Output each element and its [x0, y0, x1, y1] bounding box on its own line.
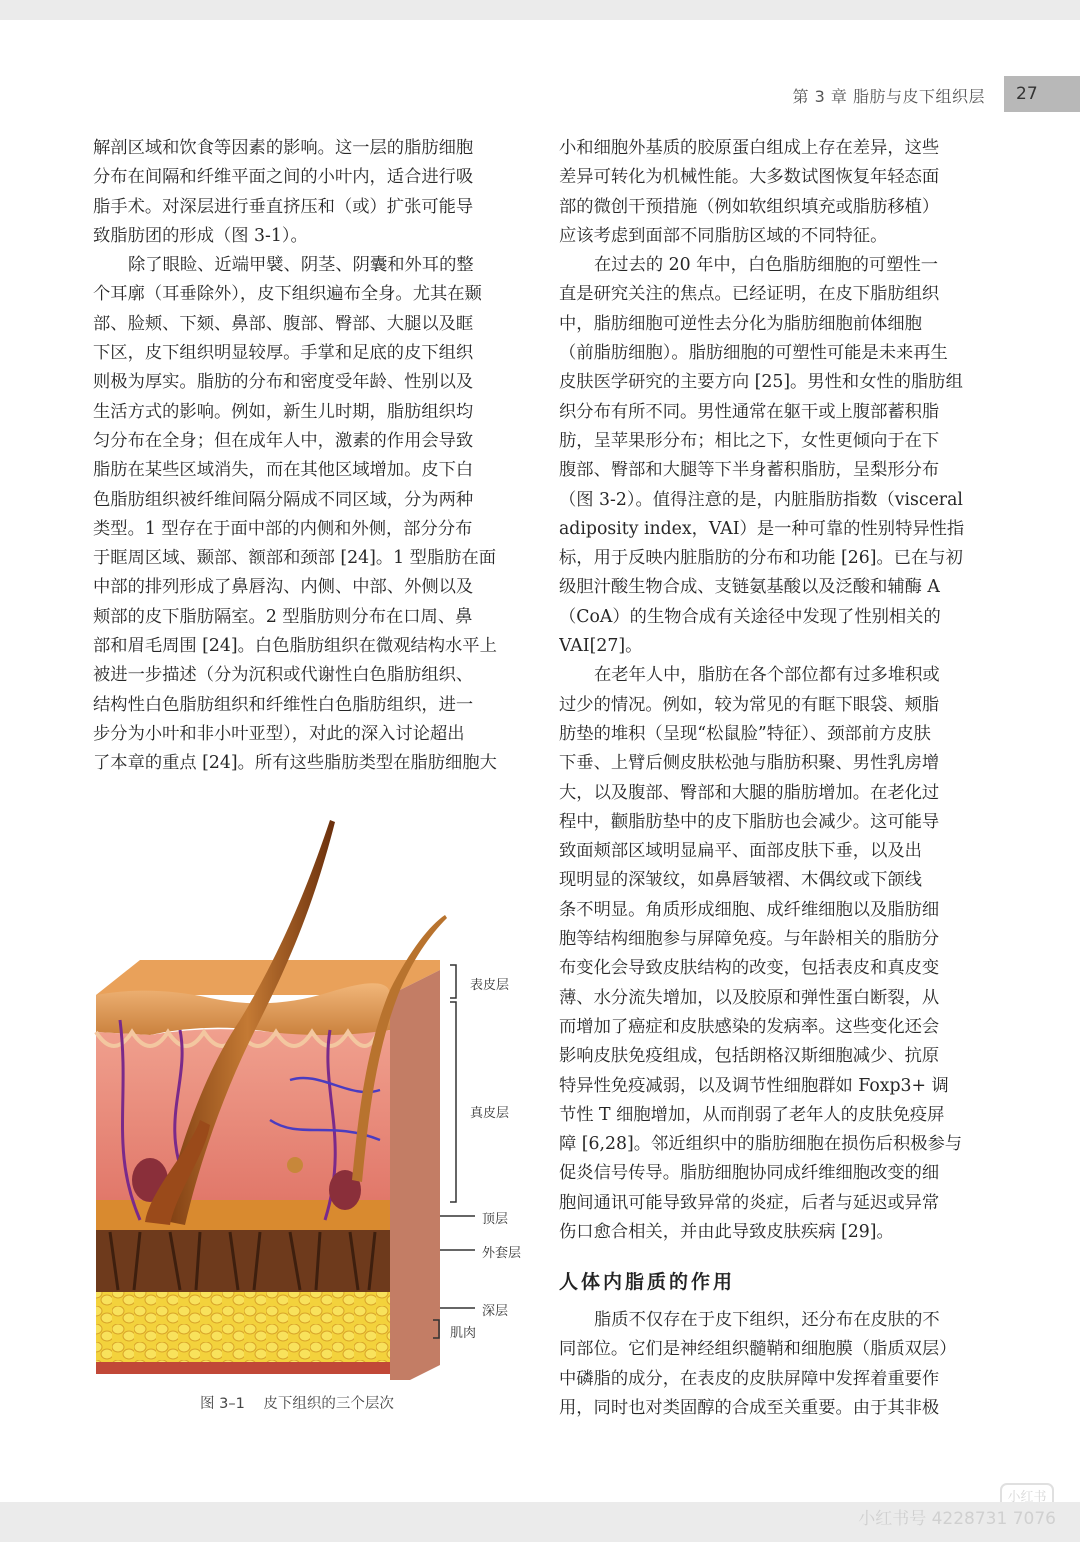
- text-line: 部、脸颊、下颏、鼻部、腹部、臀部、大腿以及眶: [93, 313, 474, 334]
- text-line: 过少的情况。例如，较为常见的有眶下眼袋、颊脂: [559, 694, 940, 715]
- text-line: 程中，颧脂肪垫中的皮下脂肪也会减少。这可能导: [559, 811, 940, 832]
- deep-fat-layer: [96, 1292, 390, 1362]
- text-line: 被进一步描述（分为沉积或代谢性白色脂肪组织、: [93, 665, 474, 686]
- text-line: adiposity index，VAI）是一种可靠的性别特异性指: [559, 518, 965, 539]
- text-line: 大，以及腹部、臀部和大腿的脂肪增加。在老化过: [559, 782, 940, 803]
- text-line: 颊部的皮下脂肪隔室。2 型脂肪则分布在口周、鼻: [93, 606, 473, 627]
- label-mantle-layer: 外套层: [482, 1246, 522, 1261]
- text-line: 脂手术。对深层进行垂直挤压和（或）扩张可能导: [93, 196, 474, 217]
- text-line: 节性 T 细胞增加，从而削弱了老年人的皮肤免疫屏: [559, 1104, 945, 1125]
- skin-layers-figure: [90, 820, 540, 1400]
- text-line: 差异可转化为机械性能。大多数试图恢复年轻态面: [559, 167, 940, 188]
- text-line: 小和细胞外基质的胶原蛋白组成上存在差异，这些: [559, 138, 940, 158]
- text-line: 应该考虑到面部不同脂肪区域的不同特征。: [559, 225, 888, 246]
- text-line: 下垂、上臂后侧皮肤松弛与脂肪积聚、男性乳房增: [559, 753, 940, 774]
- running-head: 第 3 章 脂肪与皮下组织层: [792, 87, 985, 106]
- text-line: 了本章的重点 [24]。所有这些脂肪类型在脂肪细胞大: [93, 753, 497, 774]
- text-line: 现明显的深皱纹，如鼻唇皱褶、木偶纹或下颌线: [559, 870, 922, 891]
- text-line: 同部位。它们是神经组织髓鞘和细胞膜（脂质双层）: [559, 1339, 957, 1360]
- label-muscle: 肌肉: [450, 1326, 477, 1341]
- figure-title: 皮下组织的三个层次: [263, 1396, 394, 1412]
- text-line: 而增加了癌症和皮肤感染的发病率。这些变化还会: [559, 1016, 940, 1037]
- text-line: 致脂肪团的形成（图 3-1）。: [93, 225, 308, 246]
- text-line: （图 3-2）。值得注意的是，内脏脂肪指数（visceral: [559, 489, 963, 510]
- text-line: 步分为小叶和非小叶亚型），对此的深入讨论超出: [93, 723, 465, 744]
- text-line: 布变化会导致皮肤结构的改变，包括表皮和真皮变: [559, 958, 940, 979]
- label-deep-layer: 深层: [482, 1304, 509, 1319]
- label-top-layer: 顶层: [482, 1212, 509, 1227]
- text-line: 级胆汁酸生物合成、支链氨基酸以及泛酸和辅酶 A: [559, 577, 940, 598]
- text-line: 肪，呈苹果形分布；相比之下，女性更倾向于在下: [559, 430, 940, 451]
- text-line: 除了眼睑、近端甲襞、阴茎、阴囊和外耳的整: [128, 255, 474, 276]
- left-column: [93, 134, 519, 779]
- text-line: 致面颊部区域明显扁平、面部皮肤下垂，以及出: [559, 841, 922, 862]
- label-dermis: 真皮层: [470, 1106, 510, 1121]
- muscle-layer: [96, 1362, 390, 1374]
- text-line: 脂肪在某些区域消失，而在其他区域增加。皮下白: [93, 460, 474, 481]
- text-line: 在老年人中，脂肪在各个部位都有过多堆积或: [594, 665, 940, 686]
- text-line: 薄、水分流失增加，以及胶原和弹性蛋白断裂，从: [559, 987, 940, 1008]
- text-line: （CoA）的生物合成有关途径中发现了性别相关的: [559, 606, 941, 627]
- text-line: 下区，皮下组织明显较厚。手掌和足底的皮下组织: [93, 343, 474, 364]
- text-line: 解剖区域和饮食等因素的影响。这一层的脂肪细胞: [93, 138, 474, 158]
- page-number: 27: [1004, 76, 1080, 112]
- text-line: 中磷脂的成分，在表皮的皮肤屏障中发挥着重要作: [559, 1368, 940, 1389]
- text-line: 类型。1 型存在于面中部的内侧和外侧，部分分布: [93, 518, 473, 539]
- book-page: [0, 20, 1080, 1502]
- text-line: 生活方式的影响。例如，新生儿时期，脂肪组织均: [93, 401, 474, 422]
- text-line: 皮肤医学研究的主要方向 [25]。男性和女性的脂肪组: [559, 372, 963, 393]
- text-line: 用，同时也对类固醇的合成至关重要。由于其非极: [559, 1397, 940, 1418]
- text-line: 中，脂肪细胞可逆性去分化为脂肪细胞前体细胞: [559, 313, 922, 334]
- text-line: 肪垫的堆积（呈现“松鼠脸”特征）、颈部前方皮肤: [559, 723, 931, 744]
- watermark-id: 小红书号 4228731 7076: [858, 1509, 1056, 1529]
- skin-side-face: [390, 970, 440, 1380]
- text-line: 部的微创干预措施（例如软组织填充或脂肪移植）: [559, 196, 940, 217]
- sweat-gland: [287, 1157, 303, 1173]
- skin-cross-section-illustration: [90, 820, 540, 1380]
- text-line: VAI[27]。: [559, 636, 643, 657]
- text-line: 影响皮肤免疫组成，包括朗格汉斯细胞减少、抗原: [559, 1046, 940, 1067]
- text-line: （前脂肪细胞）。脂肪细胞的可塑性可能是未来再生: [559, 343, 948, 364]
- text-line: 特异性免疫减弱，以及调节性细胞群如 Foxp3+ 调: [559, 1075, 949, 1096]
- watermark-logo: 小红书: [1000, 1483, 1054, 1502]
- text-line: 部和眉毛周围 [24]。白色脂肪组织在微观结构水平上: [93, 636, 497, 657]
- text-line: 于眶周区域、颞部、额部和颈部 [24]。1 型脂肪在面: [93, 548, 497, 569]
- text-line: 直是研究关注的焦点。已经证明，在皮下脂肪组织: [559, 284, 940, 305]
- text-line: 标，用于反映内脏脂肪的分布和功能 [26]。已在与初: [559, 548, 963, 569]
- text-line: 个耳廓（耳垂除外），皮下组织遍布全身。尤其在颞: [93, 284, 482, 305]
- right-column: [559, 134, 985, 1247]
- text-line: 分布在间隔和纤维平面之间的小叶内，适合进行吸: [93, 167, 474, 188]
- text-line: 则极为厚实。脂肪的分布和密度受年龄、性别以及: [93, 372, 474, 393]
- text-line: 匀分布在全身；但在成年人中，激素的作用会导致: [93, 430, 474, 451]
- text-line: 胞间通讯可能导致异常的炎症，后者与延迟或异常: [559, 1192, 940, 1213]
- dermis-bracket: [450, 1002, 456, 1202]
- text-line: 障 [6,28]。邻近组织中的脂肪细胞在损伤后积极参与: [559, 1134, 963, 1155]
- text-line: 腹部、臀部和大腿等下半身蓄积脂肪，呈梨形分布: [559, 460, 940, 481]
- section-body: [559, 1306, 985, 1423]
- text-line: 中部的排列形成了鼻唇沟、内侧、中部、外侧以及: [93, 577, 474, 598]
- text-line: 条不明显。角质形成细胞、成纤维细胞以及脂肪细: [559, 899, 940, 920]
- text-line: 织分布有所不同。男性通常在躯干或上腹部蓄积脂: [559, 401, 940, 422]
- text-line: 脂质不仅存在于皮下组织，还分布在皮肤的不: [594, 1310, 940, 1330]
- text-line: 在过去的 20 年中，白色脂肪细胞的可塑性一: [594, 255, 939, 276]
- figure-caption: [200, 1392, 394, 1413]
- text-line: 促炎信号传导。脂肪细胞协同成纤维细胞改变的细: [559, 1163, 940, 1184]
- section-heading: 人体内脂质的作用: [559, 1271, 736, 1293]
- figure-number: 图 3–1: [200, 1396, 245, 1412]
- text-line: 色脂肪组织被纤维间隔分隔成不同区域，分为两种: [93, 489, 474, 510]
- label-epidermis: 表皮层: [470, 978, 510, 993]
- epidermis-bracket: [450, 965, 456, 998]
- text-line: 结构性白色脂肪组织和纤维性白色脂肪组织，进一: [93, 694, 474, 715]
- text-line: 胞等结构细胞参与屏障免疫。与年龄相关的脂肪分: [559, 929, 940, 950]
- text-line: 伤口愈合相关，并由此导致皮肤疾病 [29]。: [559, 1221, 894, 1242]
